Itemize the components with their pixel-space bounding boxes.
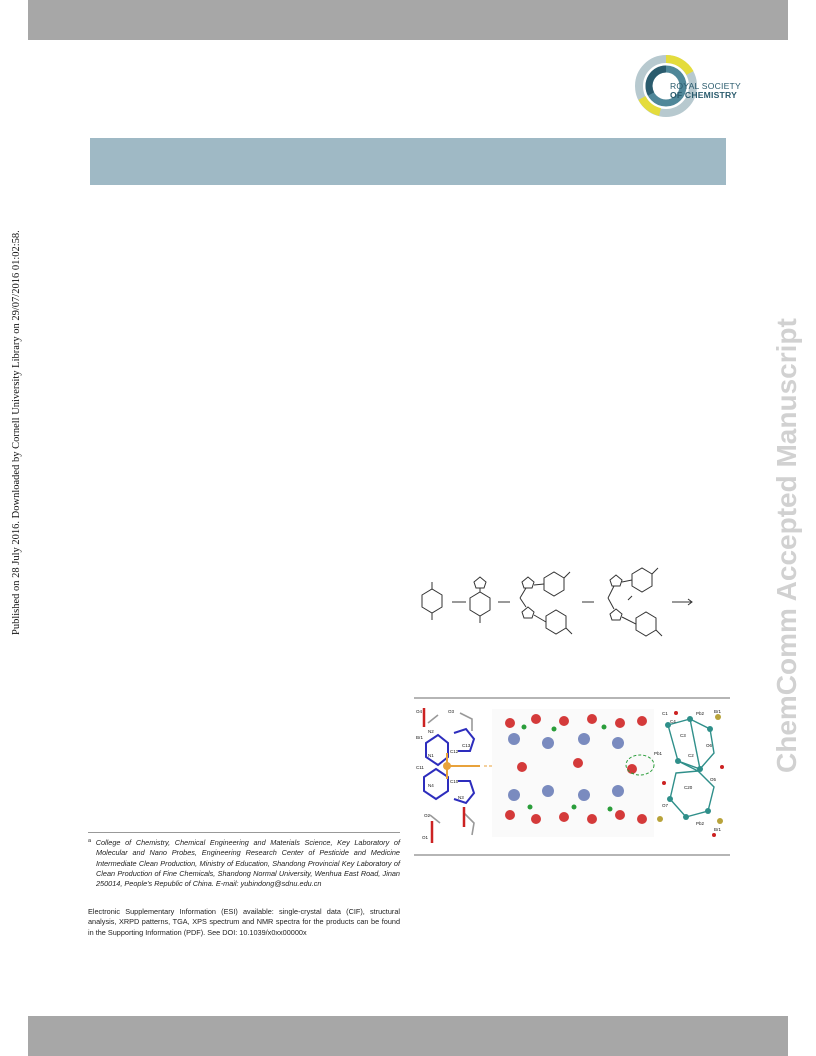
svg-text:O7: O7 [662,803,669,808]
svg-text:C12: C12 [450,749,459,754]
svg-text:N3: N3 [458,795,464,800]
svg-text:Pb2: Pb2 [696,711,705,716]
svg-text:Br1: Br1 [416,735,424,740]
svg-text:C2: C2 [688,753,694,758]
svg-text:Br1: Br1 [714,827,722,832]
svg-text:O6: O6 [706,743,713,748]
affiliation-text: College of Chemistry, Chemical Engineering and Materials Science, Key Laboratory of Molecular and Nano Probes, Engineering Research Center of Pesticide and Medicine Intermediate Clean Production, Ministry of Education, Shandong Provincial Key Laboratory of Clean Production of Fine Chemicals, Shandong Normal University, Wenhua East Road, Jinan 250014, People's Republic of China. E-mail: yubindong@sdnu.edu.cn [95,838,400,889]
publication-stamp: Published on 28 July 2016. Downloaded by Cornell University Library on 29/07/2016 01:02:58. [11,230,22,635]
svg-text:C20: C20 [684,785,693,790]
footnote-rule [88,832,400,833]
reaction-scheme [414,560,714,640]
svg-text:C1: C1 [662,711,668,716]
svg-text:Pb1: Pb1 [654,751,663,756]
svg-text:O1: O1 [422,835,429,840]
header-bar [28,0,788,40]
svg-text:C4: C4 [670,719,676,724]
svg-text:N4: N4 [428,783,434,788]
affiliation-footnote [88,836,400,889]
svg-text:C10: C10 [450,779,459,784]
svg-text:C3: C3 [680,733,686,738]
svg-text:O4: O4 [416,709,423,714]
svg-text:O3: O3 [448,709,455,714]
esi-footnote: Electronic Supplementary Information (ESI) available: single-crystal data (CIF), structural analysis, XRPD patterns, TGA, XPS spectrum and NMR spectra for the products can be found in the Supporting Information (PDF). See DOI: 10.1039/x0xx00000x [88,907,400,937]
svg-text:C13: C13 [462,743,471,748]
svg-text:C11: C11 [416,765,424,770]
crystal-structure-figure [414,703,732,849]
svg-text:Pb2: Pb2 [696,821,705,826]
rsc-logo-text: ROYAL SOCIETY OF CHEMISTRY [670,81,741,100]
svg-text:O2: O2 [424,813,431,818]
affiliation-marker: a [88,838,92,844]
figure-bottom-rule [414,854,730,856]
figure-top-rule [414,697,730,699]
footer-bar [28,1016,788,1056]
svg-text:Br1: Br1 [714,709,722,714]
title-band [90,138,726,185]
svg-text:N1: N1 [428,753,434,758]
svg-text:N2: N2 [428,729,434,734]
svg-text:O5: O5 [710,777,717,782]
accepted-manuscript-watermark: ChemComm Accepted Manuscript [771,318,802,773]
